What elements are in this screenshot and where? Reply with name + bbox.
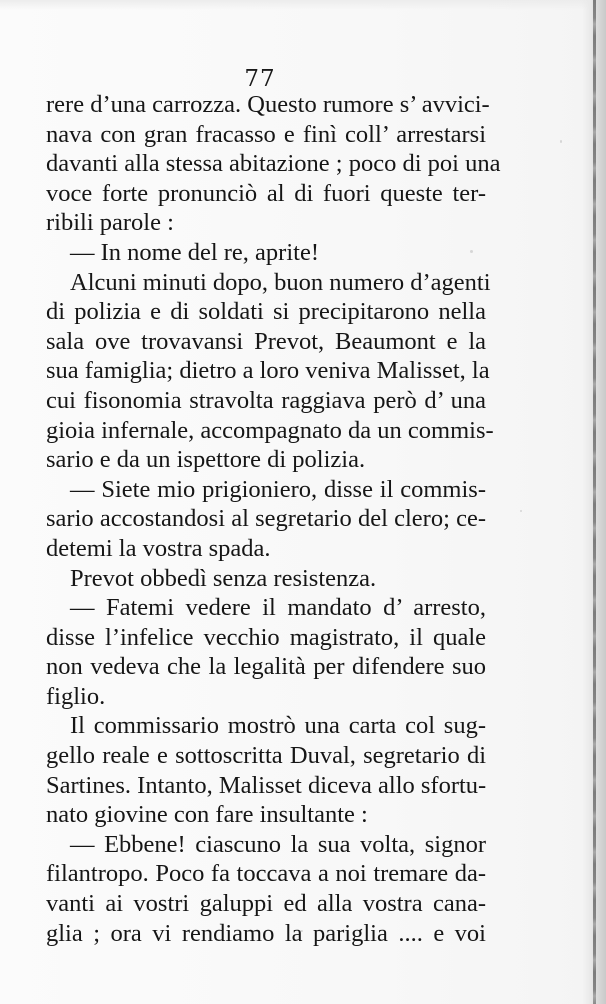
page-number: 77 xyxy=(244,66,276,92)
text-line: sario e da un ispettore di polizia. xyxy=(46,446,366,474)
text-line: disse l’infelice vecchio magistrato, il quale xyxy=(46,623,486,651)
text-line: cui fisonomia stravolta raggiava però d’ una xyxy=(46,386,486,414)
paper-speck xyxy=(560,140,562,143)
page-top-shadow xyxy=(0,0,606,10)
text-line: Il commissario mostrò una carta col sug- xyxy=(70,712,486,740)
text-line: — In nome del re, aprite! xyxy=(70,238,319,266)
text-line: vanti ai vostri galuppi ed alla vostra cana- xyxy=(46,890,486,918)
text-line: — Fatemi vedere il mandato d’ arresto, xyxy=(70,594,486,622)
text-line: Sartines. Intanto, Malisset diceva allo sfortu- xyxy=(46,771,487,799)
text-line: sala ove trovavansi Prevot, Beaumont e la xyxy=(46,327,486,355)
text-line: davanti alla stessa abitazione ; poco di poi una xyxy=(46,150,501,178)
text-line: sario accostandosi al segretario del clero; ce- xyxy=(46,505,486,533)
text-line: rere d’una carrozza. Questo rumore s’ avvici- xyxy=(46,91,490,118)
text-line: — Siete mio prigioniero, disse il commis- xyxy=(70,475,486,503)
text-line: gioia infernale, accompagnato da un commis- xyxy=(46,416,494,444)
paper-speck xyxy=(520,510,522,512)
page-binding-edge xyxy=(593,0,596,1004)
text-line: glia ; ora vi rendiamo la pariglia .... e voi xyxy=(46,919,486,947)
text-line: Prevot obbedì senza resistenza. xyxy=(70,564,377,592)
text-line: figlio. xyxy=(46,682,106,710)
text-line: nato giovine con fare insultante : xyxy=(46,801,368,829)
text-line: detemi la vostra spada. xyxy=(46,534,271,562)
text-line: Alcuni minuti dopo, buon numero d’agenti xyxy=(70,268,491,296)
text-line: — Ebbene! ciascuno la sua volta, signor xyxy=(70,830,486,858)
body-text xyxy=(46,90,501,948)
text-line: gello reale e sottoscritta Duval, segretario di xyxy=(46,742,486,770)
paper-speck xyxy=(300,930,303,932)
text-line: non vedeva che la legalità per difendere suo xyxy=(46,653,486,681)
text-line: nava con gran fracasso e finì coll’ arrestarsi xyxy=(46,120,486,148)
text-line: ribili parole : xyxy=(46,209,174,237)
text-line: filantropo. Poco fa toccava a noi tremare da- xyxy=(46,860,486,888)
text-line: voce forte pronunciò al di fuori queste ter- xyxy=(46,179,486,207)
paper-speck xyxy=(470,250,473,253)
text-line: sua famiglia; dietro a loro veniva Malisset, la xyxy=(46,357,490,385)
text-line: di polizia e di soldati si precipitarono nella xyxy=(46,298,486,326)
